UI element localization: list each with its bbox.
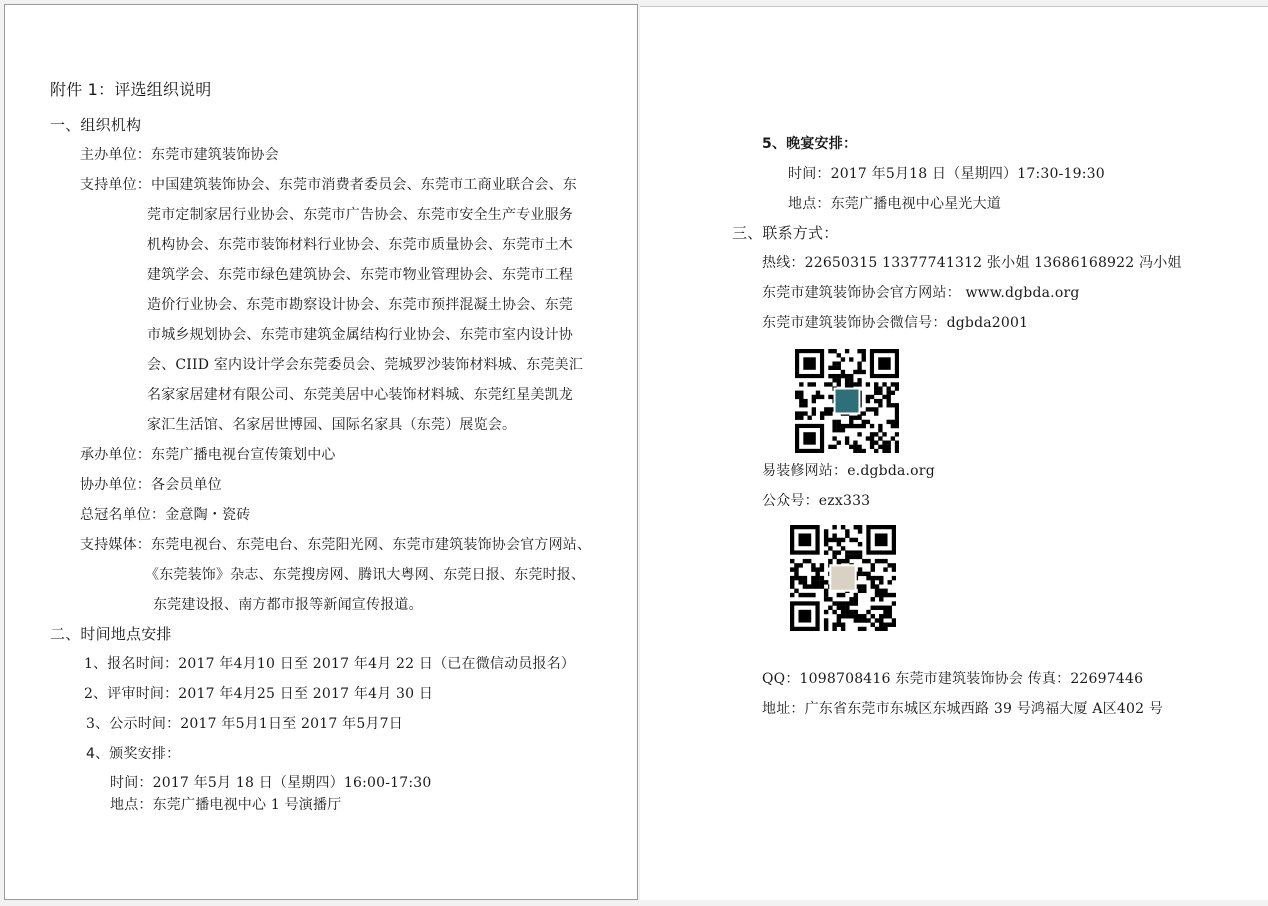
support-unit-line: 市城乡规划协会、东莞市建筑金属结构行业协会、东莞市室内设计协	[147, 327, 573, 343]
section-heading-schedule: 二、时间地点安排	[50, 625, 172, 643]
schedule-item: 4、颁奖安排：	[86, 746, 181, 762]
schedule-item: 1、报名时间：2017 年4月10 日至 2017 年4月 22 日（已在微信动员报名）	[84, 656, 576, 672]
banquet-time: 时间：2017 年5月18 日（星期四）17:30-19:30	[788, 166, 1105, 182]
support-unit-line: 名家家居建材有限公司、东莞美居中心装饰材料城、东莞红星美凯龙	[147, 387, 573, 403]
qr-code-wechat-icon	[795, 349, 899, 453]
section-heading-organization: 一、组织机构	[50, 116, 142, 134]
schedule-item: 2、评审时间：2017 年4月25 日至 2017 年4月 30 日	[84, 686, 434, 702]
document-page-left	[4, 4, 638, 900]
media-line: 支持媒体：东莞电视台、东莞电台、东莞阳光网、东莞市建筑装饰协会官方网站、	[80, 537, 592, 553]
support-unit-line: 支持单位：中国建筑装饰协会、东莞市消费者委员会、东莞市工商业联合会、东	[80, 177, 577, 193]
media-line: 东莞建设报、南方都市报等新闻宣传报道。	[153, 597, 423, 613]
wechat-id: 东莞市建筑装饰协会微信号：dgbda2001	[762, 315, 1029, 331]
document-page-right	[640, 6, 1268, 900]
award-place: 地点：东莞广播电视中心 1 号演播厅	[110, 797, 342, 813]
title-sponsor: 总冠名单位：金意陶・瓷砖	[80, 507, 251, 523]
co-organizer-unit: 协办单位：各会员单位	[80, 477, 222, 493]
schedule-item: 3、公示时间：2017 年5月1日至 2017 年5月7日	[86, 716, 403, 732]
support-unit-line: 造价行业协会、东莞市勘察设计协会、东莞市预拌混凝土协会、东莞	[147, 297, 573, 313]
organizer-unit: 承办单位：东莞广播电视台宣传策划中心	[80, 447, 336, 463]
address: 地址：广东省东莞市东城区东城西路 39 号鸿福大厦 A区402 号	[762, 701, 1164, 717]
support-unit-line: 会、CIID 室内设计学会东莞委员会、莞城罗沙装饰材料城、东莞美汇	[147, 357, 584, 373]
public-account: 公众号：ezx333	[762, 493, 871, 509]
hotline: 热线：22650315 13377741312 张小姐 13686168922 冯小姐	[762, 255, 1182, 271]
qq-and-fax: QQ：1098708416 东莞市建筑装饰协会 传真：22697446	[762, 671, 1144, 687]
support-unit-line: 家汇生活馆、名家居世博园、国际名家具（东莞）展览会。	[147, 417, 517, 433]
page-title: 附件 1：评选组织说明	[50, 80, 212, 99]
yizx-website: 易装修网站：e.dgbda.org	[762, 463, 935, 479]
qr-code-ezx-icon	[790, 525, 896, 631]
host-unit: 主办单位：东莞市建筑装饰协会	[80, 147, 279, 163]
award-time: 时间：2017 年5月 18 日（星期四）16:00-17:30	[110, 775, 432, 791]
support-unit-line: 机构协会、东莞市装饰材料行业协会、东莞市质量协会、东莞市土木	[147, 237, 573, 253]
media-line: 《东莞装饰》杂志、东莞搜房网、腾讯大粤网、东莞日报、东莞时报、	[145, 567, 586, 583]
section-heading-contact: 三、联系方式：	[732, 224, 839, 242]
support-unit-line: 莞市定制家居行业协会、东莞市广告协会、东莞市安全生产专业服务	[147, 207, 573, 223]
official-website: 东莞市建筑装饰协会官方网站： www.dgbda.org	[762, 285, 1080, 301]
banquet-place: 地点：东莞广播电视中心星光大道	[788, 196, 1001, 212]
support-unit-line: 建筑学会、东莞市绿色建筑协会、东莞市物业管理协会、东莞市工程	[147, 267, 573, 283]
banquet-heading: 5、晚宴安排：	[762, 136, 858, 152]
